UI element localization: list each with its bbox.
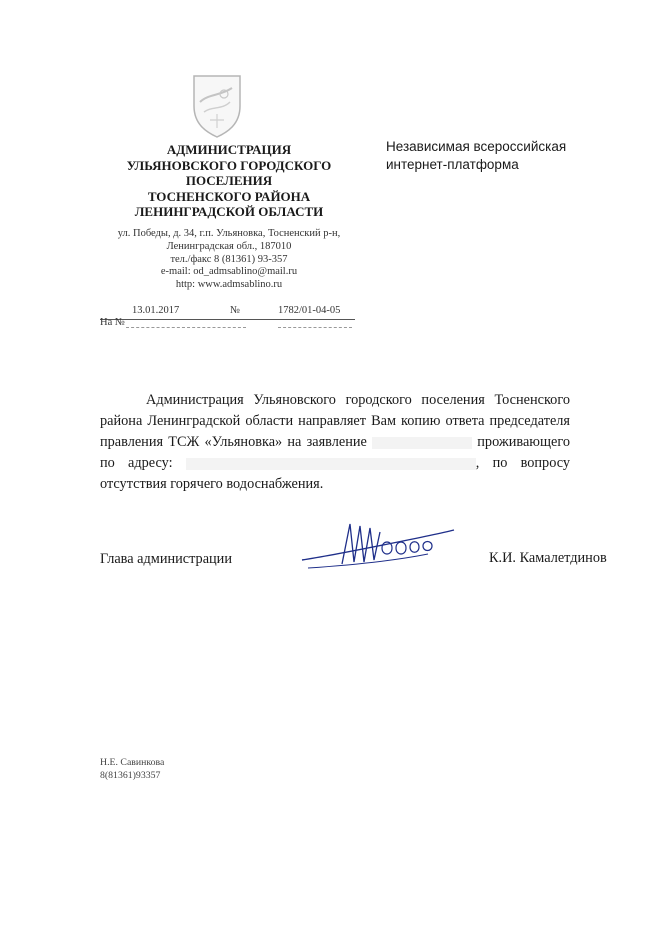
organization-line: АДМИНИСТРАЦИЯ <box>166 142 292 157</box>
executor-block <box>100 757 164 782</box>
redacted-address <box>186 458 476 470</box>
address-email: e-mail: od_admsablino@mail.ru <box>160 266 298 278</box>
address-line: Ленинградская обл., 187010 <box>166 240 292 252</box>
handwritten-signature <box>298 518 458 576</box>
organization-line: ЛЕНИНГРАДСКОЙ ОБЛАСТИ <box>134 204 324 219</box>
recipient-block <box>386 138 626 174</box>
letter-paragraph <box>100 390 570 495</box>
executor-phone: 8(81361)93357 <box>100 769 161 781</box>
registration-number: 1782/01-04-05 <box>278 305 341 316</box>
redacted-name <box>372 437 472 449</box>
organization-line: ПОСЕЛЕНИЯ <box>185 173 273 188</box>
registration-date: 13.01.2017 <box>132 305 180 316</box>
recipient-line: Независимая всероссийская <box>386 139 567 154</box>
registration-line <box>100 305 355 320</box>
organization-line: УЛЬЯНОВСКОГО ГОРОДСКОГО <box>126 157 332 173</box>
address-website: http: www.admsablino.ru <box>175 279 283 291</box>
organization-address <box>100 228 358 292</box>
reference-number-label: На № <box>100 317 125 328</box>
registration-number-label: № <box>230 305 241 316</box>
reference-blank <box>126 327 246 328</box>
organization-header <box>100 142 358 220</box>
address-phone: тел./факс 8 (81361) 93-357 <box>170 253 288 265</box>
signatory-position: Глава администрации <box>100 551 232 567</box>
coat-of-arms-icon <box>190 72 244 140</box>
organization-line: ТОСНЕНСКОГО РАЙОНА <box>147 188 311 204</box>
executor-name: Н.Е. Савинкова <box>100 757 165 768</box>
body-text-part: проживающего по адресу: <box>100 434 570 471</box>
address-line: ул. Победы, д. 34, г.п. Ульяновка, Тосненский р-н, <box>117 228 341 239</box>
body-text-part: , по вопросу отсутствия горячего водоснабжения. <box>100 455 571 492</box>
signatory-name: К.И. Камалетдинов <box>489 550 607 566</box>
letter-body <box>100 390 570 495</box>
reference-blank <box>278 327 352 328</box>
body-text-part: Администрация Ульяновского городского поселения Тосненского района Ленинградской области направляет Вам копию ответа председателя правления ТСЖ «Ульяновка» на заявление <box>100 392 570 450</box>
recipient-line: интернет-платформа <box>386 157 519 172</box>
